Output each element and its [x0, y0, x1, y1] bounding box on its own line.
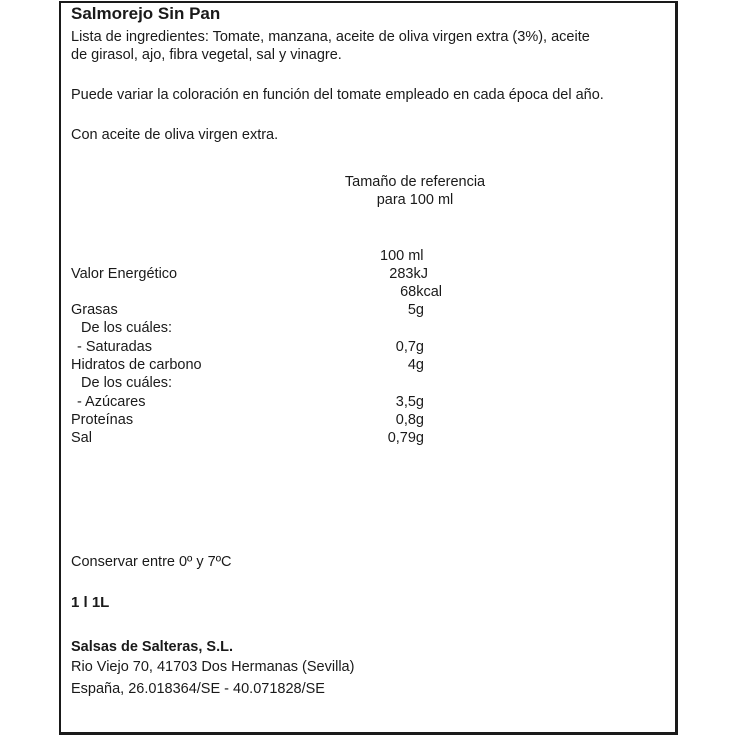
- nutrition-column-header: 100 ml: [380, 248, 424, 264]
- color-note: Puede variar la coloración en función del tomate empleado en cada época del año.: [71, 87, 604, 103]
- storage-instructions: Conservar entre 0º y 7ºC: [71, 554, 232, 570]
- manufacturer-address: Rio Viejo 70, 41703 Dos Hermanas (Sevilla): [71, 659, 355, 675]
- nutrition-label-energy: Valor Energético: [71, 266, 178, 282]
- nutrition-value-sugars: 3,5g: [395, 394, 424, 410]
- nutrition-value-salt: 0,79g: [387, 430, 424, 446]
- product-title: Salmorejo Sin Pan: [71, 4, 221, 23]
- nutrition-value-fat: 5g: [407, 302, 424, 318]
- nutrition-label-sugars: - Azúcares: [77, 394, 146, 410]
- ingredients-line-2: de girasol, ajo, fibra vegetal, sal y vinagre.: [71, 47, 342, 63]
- nutrition-value-energy-kcal: 68kcal: [400, 284, 442, 300]
- nutrition-value-saturated: 0,7g: [395, 339, 424, 355]
- nutrition-label-salt: Sal: [71, 430, 92, 446]
- reference-size-line-2: para 100 ml: [376, 192, 454, 208]
- nutrition-label-of-which-1: De los cuáles:: [81, 320, 173, 336]
- nutrition-label-protein: Proteínas: [71, 412, 134, 428]
- reference-size-line-1: Tamaño de referencia: [344, 174, 486, 190]
- ingredients-line-1: Lista de ingredientes: Tomate, manzana, aceite de oliva virgen extra (3%), aceite: [71, 29, 590, 45]
- nutrition-label-saturated: - Saturadas: [77, 339, 152, 355]
- nutrition-value-protein: 0,8g: [395, 412, 424, 428]
- nutrition-label-carbohydrates: Hidratos de carbono: [71, 357, 202, 373]
- volume-label: 1 l 1L: [71, 594, 110, 611]
- manufacturer-country-registry: España, 26.018364/SE - 40.071828/SE: [71, 681, 325, 697]
- manufacturer-name: Salsas de Salteras, S.L.: [71, 639, 234, 655]
- nutrition-value-carbohydrates: 4g: [407, 357, 424, 373]
- nutrition-label-of-which-2: De los cuáles:: [81, 375, 173, 391]
- nutrition-value-energy-kj: 283kJ: [389, 266, 428, 282]
- nutrition-label-fat: Grasas: [71, 302, 118, 318]
- oil-note: Con aceite de oliva virgen extra.: [71, 127, 279, 143]
